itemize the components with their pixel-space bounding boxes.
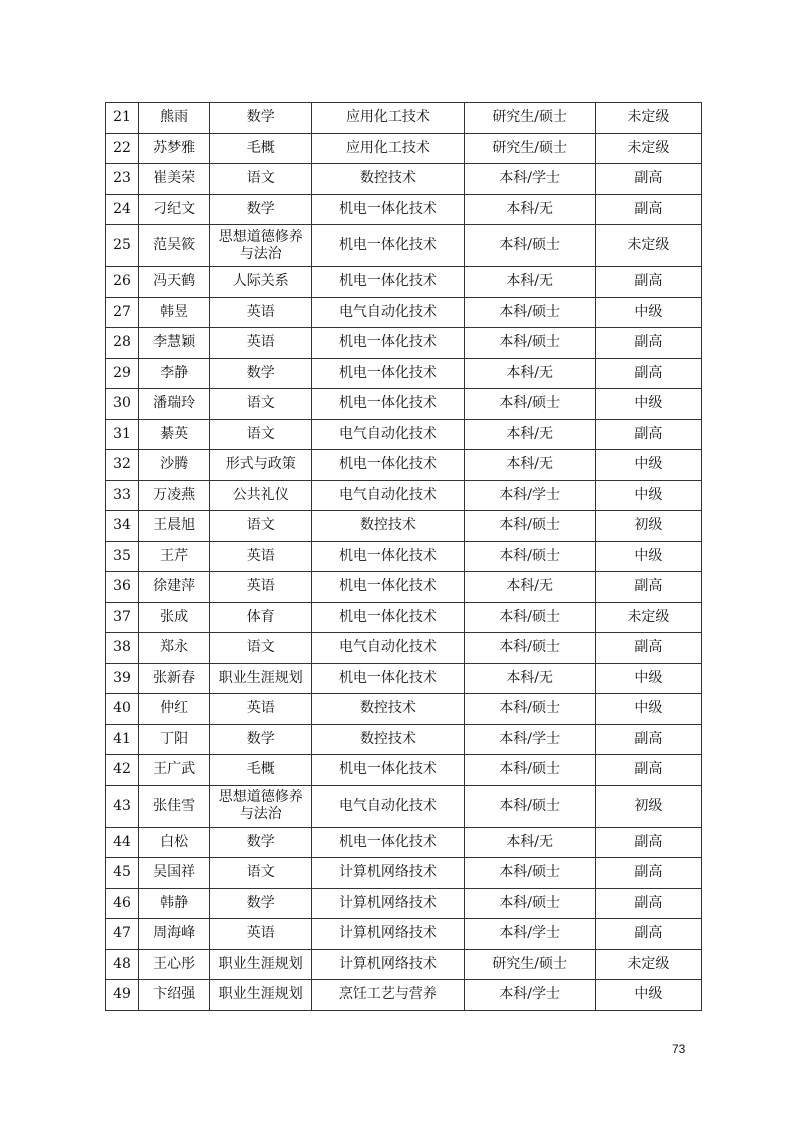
cell-education: 本科/硕士 — [464, 602, 595, 633]
cell-course: 职业生涯规划 — [210, 980, 312, 1011]
cell-name: 张新春 — [139, 663, 210, 694]
cell-education: 本科/硕士 — [464, 389, 595, 420]
cell-no: 46 — [106, 888, 139, 919]
cell-education: 研究生/硕士 — [464, 133, 595, 164]
cell-title: 中级 — [595, 297, 701, 328]
table-row — [106, 827, 702, 858]
cell-education: 本科/无 — [464, 572, 595, 603]
cell-major: 机电一体化技术 — [312, 541, 464, 572]
cell-name: 张佳雪 — [139, 785, 210, 827]
cell-course: 思想道德修养与法治 — [210, 225, 312, 267]
cell-title: 副高 — [595, 358, 701, 389]
cell-no: 26 — [106, 267, 139, 298]
cell-major: 电气自动化技术 — [312, 419, 464, 450]
table-row — [106, 663, 702, 694]
table-row — [106, 919, 702, 950]
table-row — [106, 949, 702, 980]
cell-education: 本科/学士 — [464, 480, 595, 511]
cell-title: 副高 — [595, 755, 701, 786]
table-row — [106, 450, 702, 481]
cell-no: 37 — [106, 602, 139, 633]
cell-no: 35 — [106, 541, 139, 572]
cell-education: 本科/无 — [464, 194, 595, 225]
cell-major: 机电一体化技术 — [312, 194, 464, 225]
cell-education: 本科/硕士 — [464, 858, 595, 889]
cell-education: 本科/学士 — [464, 919, 595, 950]
cell-title: 未定级 — [595, 103, 701, 134]
cell-no: 27 — [106, 297, 139, 328]
cell-major: 机电一体化技术 — [312, 450, 464, 481]
cell-course: 思想道德修养与法治 — [210, 785, 312, 827]
table-row — [106, 225, 702, 267]
cell-name: 王广武 — [139, 755, 210, 786]
cell-name: 周海峰 — [139, 919, 210, 950]
cell-no: 45 — [106, 858, 139, 889]
cell-education: 本科/无 — [464, 267, 595, 298]
cell-title: 副高 — [595, 633, 701, 664]
cell-course: 英语 — [210, 328, 312, 359]
cell-no: 40 — [106, 694, 139, 725]
cell-title: 副高 — [595, 827, 701, 858]
cell-name: 王晨旭 — [139, 511, 210, 542]
cell-education: 本科/无 — [464, 419, 595, 450]
cell-title: 中级 — [595, 389, 701, 420]
cell-major: 电气自动化技术 — [312, 633, 464, 664]
cell-course: 英语 — [210, 541, 312, 572]
cell-course: 数学 — [210, 888, 312, 919]
cell-no: 30 — [106, 389, 139, 420]
table-row — [106, 164, 702, 195]
table-row — [106, 480, 702, 511]
cell-education: 研究生/硕士 — [464, 949, 595, 980]
table-row — [106, 297, 702, 328]
cell-name: 綦英 — [139, 419, 210, 450]
table-row — [106, 103, 702, 134]
cell-course: 职业生涯规划 — [210, 949, 312, 980]
cell-course: 数学 — [210, 358, 312, 389]
cell-education: 本科/无 — [464, 450, 595, 481]
cell-major: 电气自动化技术 — [312, 297, 464, 328]
cell-name: 刁纪文 — [139, 194, 210, 225]
cell-major: 机电一体化技术 — [312, 572, 464, 603]
cell-major: 数控技术 — [312, 511, 464, 542]
page-number: 73 — [672, 1042, 686, 1056]
cell-education: 本科/硕士 — [464, 541, 595, 572]
cell-course: 毛概 — [210, 755, 312, 786]
table-row — [106, 267, 702, 298]
table-row — [106, 694, 702, 725]
cell-name: 吴国祥 — [139, 858, 210, 889]
table-row — [106, 724, 702, 755]
cell-major: 应用化工技术 — [312, 133, 464, 164]
cell-name: 韩昱 — [139, 297, 210, 328]
cell-name: 白松 — [139, 827, 210, 858]
cell-education: 本科/无 — [464, 827, 595, 858]
cell-major: 电气自动化技术 — [312, 785, 464, 827]
table-row — [106, 602, 702, 633]
cell-no: 31 — [106, 419, 139, 450]
cell-course: 语文 — [210, 419, 312, 450]
cell-no: 23 — [106, 164, 139, 195]
cell-no: 21 — [106, 103, 139, 134]
cell-major: 数控技术 — [312, 164, 464, 195]
cell-major: 计算机网络技术 — [312, 888, 464, 919]
cell-course: 语文 — [210, 389, 312, 420]
table-row — [106, 755, 702, 786]
cell-title: 初级 — [595, 511, 701, 542]
cell-major: 机电一体化技术 — [312, 225, 464, 267]
table-row — [106, 511, 702, 542]
cell-no: 39 — [106, 663, 139, 694]
cell-no: 28 — [106, 328, 139, 359]
cell-education: 本科/硕士 — [464, 511, 595, 542]
cell-course: 语文 — [210, 633, 312, 664]
cell-no: 47 — [106, 919, 139, 950]
cell-course: 公共礼仪 — [210, 480, 312, 511]
cell-title: 初级 — [595, 785, 701, 827]
cell-name: 丁阳 — [139, 724, 210, 755]
cell-title: 未定级 — [595, 225, 701, 267]
cell-name: 沙腾 — [139, 450, 210, 481]
cell-major: 数控技术 — [312, 724, 464, 755]
cell-title: 副高 — [595, 194, 701, 225]
cell-title: 副高 — [595, 572, 701, 603]
cell-education: 本科/无 — [464, 663, 595, 694]
cell-no: 32 — [106, 450, 139, 481]
cell-education: 本科/硕士 — [464, 225, 595, 267]
cell-education: 本科/硕士 — [464, 785, 595, 827]
cell-title: 中级 — [595, 694, 701, 725]
cell-name: 徐建萍 — [139, 572, 210, 603]
cell-education: 本科/硕士 — [464, 694, 595, 725]
cell-major: 计算机网络技术 — [312, 949, 464, 980]
cell-course: 英语 — [210, 919, 312, 950]
cell-course: 毛概 — [210, 133, 312, 164]
table-row — [106, 888, 702, 919]
cell-no: 25 — [106, 225, 139, 267]
cell-no: 41 — [106, 724, 139, 755]
cell-major: 电气自动化技术 — [312, 480, 464, 511]
cell-name: 卞绍强 — [139, 980, 210, 1011]
cell-no: 43 — [106, 785, 139, 827]
cell-no: 24 — [106, 194, 139, 225]
cell-education: 本科/硕士 — [464, 633, 595, 664]
cell-title: 未定级 — [595, 602, 701, 633]
cell-course: 语文 — [210, 164, 312, 195]
cell-course: 人际关系 — [210, 267, 312, 298]
cell-no: 48 — [106, 949, 139, 980]
cell-no: 36 — [106, 572, 139, 603]
cell-major: 机电一体化技术 — [312, 827, 464, 858]
cell-title: 副高 — [595, 328, 701, 359]
cell-major: 机电一体化技术 — [312, 328, 464, 359]
cell-no: 34 — [106, 511, 139, 542]
cell-title: 副高 — [595, 419, 701, 450]
cell-education: 本科/硕士 — [464, 888, 595, 919]
cell-major: 应用化工技术 — [312, 103, 464, 134]
cell-education: 本科/学士 — [464, 980, 595, 1011]
cell-name: 潘瑞玲 — [139, 389, 210, 420]
cell-course: 语文 — [210, 858, 312, 889]
cell-name: 熊雨 — [139, 103, 210, 134]
cell-course: 英语 — [210, 297, 312, 328]
cell-no: 22 — [106, 133, 139, 164]
table-row — [106, 785, 702, 827]
faculty-table-body — [106, 103, 702, 1011]
cell-course: 数学 — [210, 194, 312, 225]
cell-major: 机电一体化技术 — [312, 358, 464, 389]
cell-title: 副高 — [595, 919, 701, 950]
cell-name: 王芹 — [139, 541, 210, 572]
cell-name: 范吴筱 — [139, 225, 210, 267]
cell-name: 韩静 — [139, 888, 210, 919]
cell-no: 49 — [106, 980, 139, 1011]
table-row — [106, 133, 702, 164]
table-row — [106, 389, 702, 420]
cell-title: 中级 — [595, 541, 701, 572]
cell-name: 仲红 — [139, 694, 210, 725]
cell-major: 机电一体化技术 — [312, 389, 464, 420]
cell-education: 研究生/硕士 — [464, 103, 595, 134]
cell-no: 38 — [106, 633, 139, 664]
cell-title: 副高 — [595, 858, 701, 889]
cell-title: 中级 — [595, 980, 701, 1011]
cell-name: 李慧颖 — [139, 328, 210, 359]
cell-major: 机电一体化技术 — [312, 755, 464, 786]
cell-no: 29 — [106, 358, 139, 389]
table-row — [106, 980, 702, 1011]
cell-title: 中级 — [595, 663, 701, 694]
cell-name: 崔美荣 — [139, 164, 210, 195]
cell-education: 本科/硕士 — [464, 328, 595, 359]
cell-title: 副高 — [595, 267, 701, 298]
cell-major: 计算机网络技术 — [312, 919, 464, 950]
cell-course: 英语 — [210, 572, 312, 603]
table-row — [106, 633, 702, 664]
cell-name: 王心彤 — [139, 949, 210, 980]
cell-course: 职业生涯规划 — [210, 663, 312, 694]
cell-course: 体育 — [210, 602, 312, 633]
cell-course: 语文 — [210, 511, 312, 542]
cell-course: 数学 — [210, 724, 312, 755]
cell-title: 中级 — [595, 480, 701, 511]
faculty-table — [105, 102, 702, 1011]
cell-name: 张成 — [139, 602, 210, 633]
table-row — [106, 419, 702, 450]
cell-education: 本科/硕士 — [464, 755, 595, 786]
cell-name: 冯天鹤 — [139, 267, 210, 298]
cell-major: 机电一体化技术 — [312, 267, 464, 298]
table-row — [106, 858, 702, 889]
cell-major: 计算机网络技术 — [312, 858, 464, 889]
cell-name: 苏梦雅 — [139, 133, 210, 164]
table-row — [106, 194, 702, 225]
cell-name: 李静 — [139, 358, 210, 389]
cell-no: 44 — [106, 827, 139, 858]
cell-title: 副高 — [595, 724, 701, 755]
cell-title: 中级 — [595, 450, 701, 481]
cell-course: 数学 — [210, 103, 312, 134]
table-row — [106, 328, 702, 359]
cell-title: 副高 — [595, 164, 701, 195]
cell-title: 副高 — [595, 888, 701, 919]
cell-no: 42 — [106, 755, 139, 786]
cell-education: 本科/学士 — [464, 164, 595, 195]
table-row — [106, 358, 702, 389]
cell-title: 未定级 — [595, 133, 701, 164]
cell-education: 本科/硕士 — [464, 297, 595, 328]
cell-education: 本科/无 — [464, 358, 595, 389]
cell-major: 机电一体化技术 — [312, 663, 464, 694]
cell-major: 机电一体化技术 — [312, 602, 464, 633]
cell-course: 英语 — [210, 694, 312, 725]
table-row — [106, 541, 702, 572]
cell-name: 万凌燕 — [139, 480, 210, 511]
cell-title: 未定级 — [595, 949, 701, 980]
cell-major: 烹饪工艺与营养 — [312, 980, 464, 1011]
cell-no: 33 — [106, 480, 139, 511]
table-row — [106, 572, 702, 603]
cell-course: 形式与政策 — [210, 450, 312, 481]
cell-name: 郑永 — [139, 633, 210, 664]
cell-course: 数学 — [210, 827, 312, 858]
cell-major: 数控技术 — [312, 694, 464, 725]
cell-education: 本科/学士 — [464, 724, 595, 755]
